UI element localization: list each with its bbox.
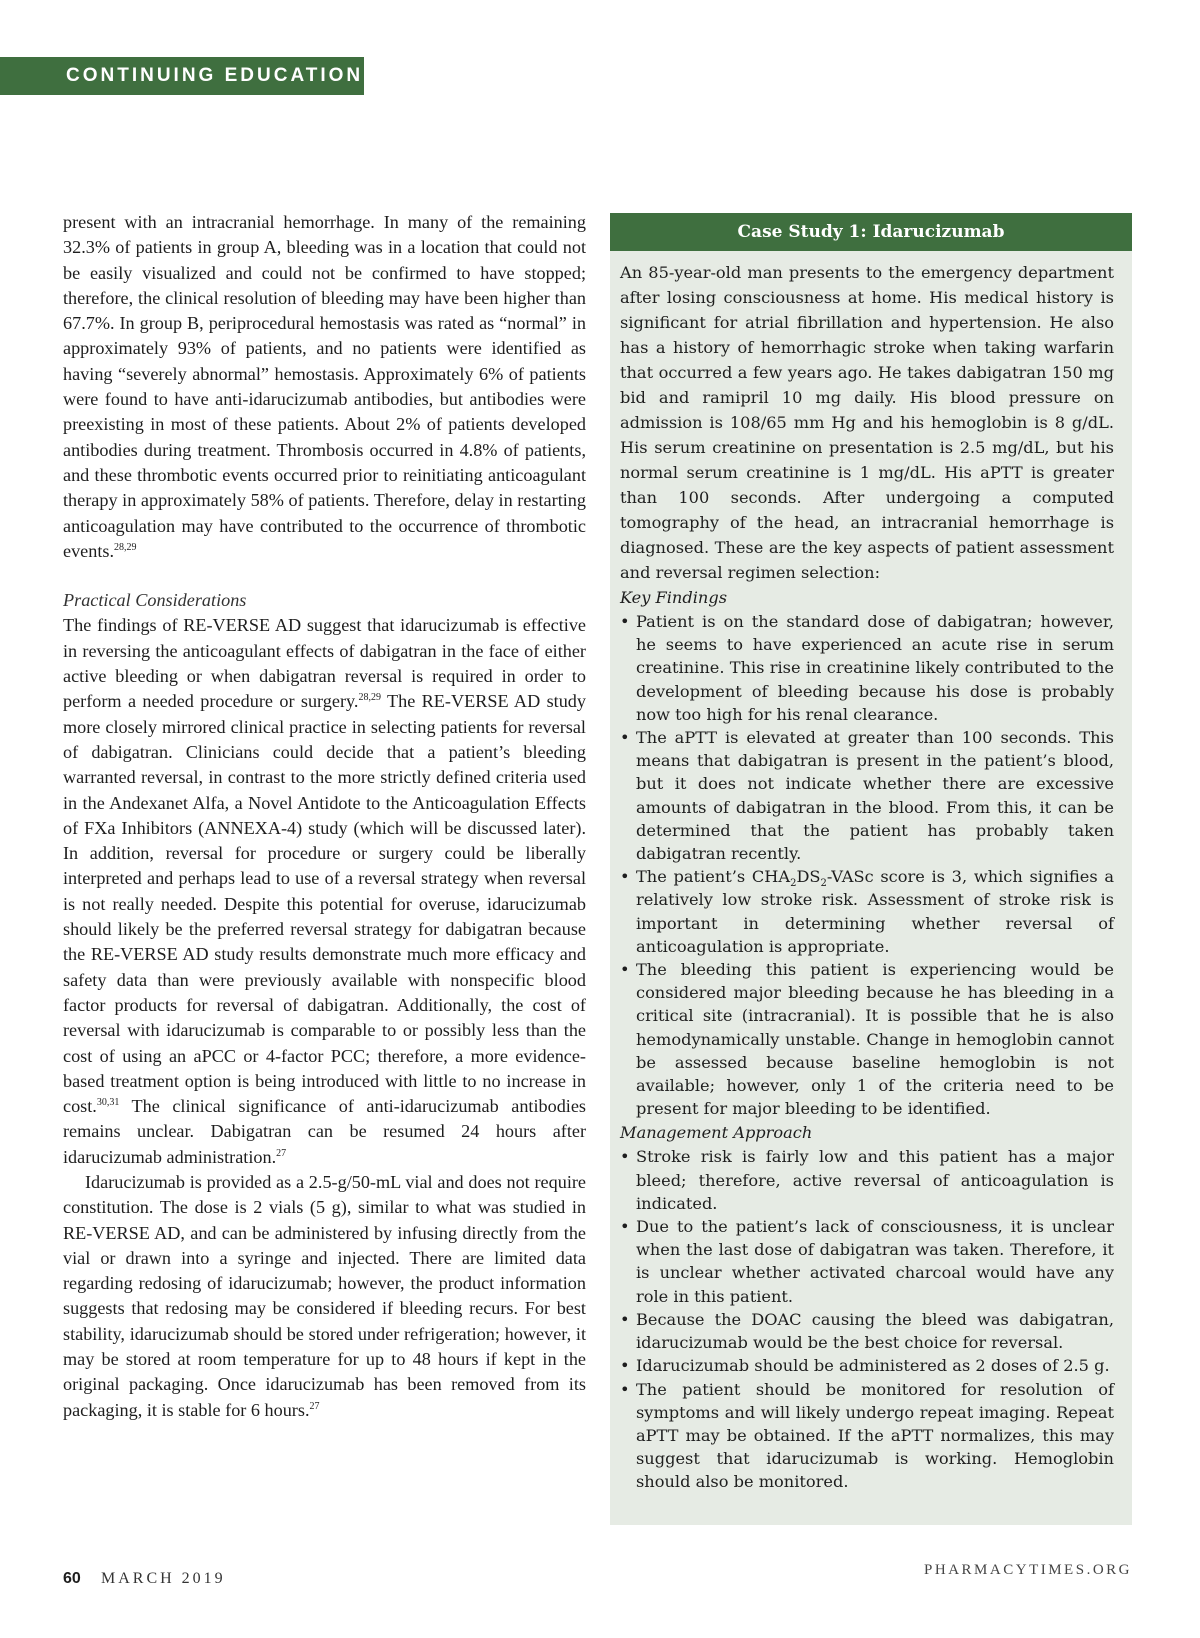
bullet-icon: •	[620, 1309, 630, 1329]
website-footer: PHARMACYTIMES.ORG	[924, 1562, 1132, 1578]
list-item	[620, 1354, 1114, 1377]
list-item	[620, 726, 1114, 865]
reference-superscript: 27	[276, 1147, 287, 1159]
section-subheading: Practical Considerations	[63, 590, 247, 611]
reference-superscript: 28,29	[114, 541, 137, 553]
bullet-icon: •	[620, 867, 630, 887]
case-study-box	[610, 213, 1132, 1525]
paragraph-text: Idarucizumab is provided as a 2.5-g/50-mL vial and does not require constitution. The dose is 2 vials (5 g), similar to what was studied in RE-VERSE AD, and can be administered by infusing directly from the vial or drawn into a syringe and injected. There are limited data regarding redosing of idarucizumab; however, the product information suggests that redosing may be considered if bleeding recurs. For best stability, idarucizumab should be stored under refrigeration; however, it may be stored at room temperature for up to 48 hours if kept in the original packaging. Once idarucizumab has been removed from its packaging, it is stable for 6 hours.	[63, 1171, 586, 1420]
bullet-icon: •	[620, 1356, 630, 1376]
list-item-text: Patient is on the standard dose of dabigatran; however, he seems to have experienced an acute rise in serum creatinine. This rise in creatinine likely contributed to the development of bleeding because his dose is probably now too high for his renal clearance.	[636, 612, 1114, 724]
case-study-body	[610, 251, 1132, 1494]
page-number: 60	[63, 1570, 81, 1587]
paragraph	[63, 1170, 586, 1423]
list-item-text: DS	[796, 867, 821, 887]
key-findings-list	[620, 610, 1114, 1120]
section-banner	[0, 57, 364, 95]
list-item	[620, 1215, 1114, 1308]
management-list	[620, 1145, 1114, 1493]
reference-superscript: 27	[309, 1400, 320, 1412]
bullet-icon: •	[620, 728, 630, 748]
list-item-text: Stroke risk is fairly low and this patient has a major bleed; therefore, active reversal of anticoagulation is indicated.	[636, 1147, 1114, 1213]
main-text-column	[63, 210, 586, 1423]
case-study-title: Case Study 1: Idarucizumab	[610, 213, 1132, 251]
reference-superscript: 28,29	[358, 692, 381, 704]
key-findings-heading: Key Findings	[620, 588, 727, 607]
subscript: 2	[820, 878, 827, 890]
list-item-text: Idarucizumab should be administered as 2 doses of 2.5 g.	[636, 1356, 1110, 1376]
paragraph-text: The findings of RE-VERSE AD suggest that idarucizumab is effective in reversing the anticoagulant effects of dabigatran in the face of either active bleeding or when dabigatran reversal is required in order to perform a needed procedure or surgery.	[63, 615, 586, 712]
list-item-text: The aPTT is elevated at greater than 100 seconds. This means that dabigatran is present in the patient’s blood, but it does not indicate whether there are excessive amounts of dabigatran in the blood. From this, it can be determined that the patient has probably taken dabigatran recently.	[636, 728, 1114, 864]
subscript: 2	[790, 878, 797, 890]
list-item-text: The patient’s CHA	[636, 867, 791, 887]
paragraph	[63, 210, 586, 564]
bullet-icon: •	[620, 1147, 630, 1167]
list-item	[620, 1308, 1114, 1354]
list-item	[620, 1145, 1114, 1215]
paragraph	[63, 613, 586, 1170]
bullet-icon: •	[620, 960, 630, 980]
list-item-text: Because the DOAC causing the bleed was dabigatran, idarucizumab would be the best choice for reversal.	[636, 1309, 1114, 1353]
paragraph-text: present with an intracranial hemorrhage. In many of the remaining 32.3% of patients in group A, bleeding was in a location that could not be easily visualized and could not be confirmed to have stopped; therefore, the clinical resolution of bleeding may have been higher than 67.7%. In group B, periprocedural hemostasis was rated as “normal” in approximately 93% of patients, and no patients were identified as having “severely abnormal” hemostasis. Approximately 6% of patients were found to have anti-idarucizumab antibodies, but antibodies were preexisting in most of these patients. About 2% of patients developed antibodies during treatment. Thrombosis occurred in 4.8% of patients, and these thrombotic events occurred prior to reinitiating anticoagulant therapy in approximately 58% of patients. Therefore, delay in restarting anticoagulation may have contributed to the occurrence of thrombotic events.	[63, 212, 586, 561]
reference-superscript: 30,31	[96, 1097, 120, 1109]
bullet-icon: •	[620, 1379, 630, 1399]
list-item	[620, 865, 1114, 958]
issue-date: MARCH 2019	[101, 1570, 226, 1587]
list-item	[620, 610, 1114, 726]
list-item-text: The bleeding this patient is experiencing would be considered major bleeding because he has bleeding in a critical site (intracranial). It is possible that he is also hemodynamically unstable. Change in hemoglobin cannot be assessed because baseline hemoglobin is not available; however, only 1 of the criteria need to be present for major bleeding to be identified.	[636, 960, 1114, 1119]
list-item-text: The patient should be monitored for resolution of symptoms and will likely undergo repeat imaging. Repeat aPTT may be obtained. If the aPTT normalizes, this may suggest that idarucizumab is working. Hemoglobin should also be monitored.	[636, 1379, 1114, 1492]
paragraph-text: The clinical significance of anti-idarucizumab antibodies remains unclear. Dabigatran can be resumed 24 hours after idarucizumab administration.	[63, 1096, 586, 1167]
section-label: CONTINUING EDUCATION	[66, 65, 364, 86]
list-item	[620, 958, 1114, 1120]
management-heading: Management Approach	[620, 1123, 813, 1143]
bullet-icon: •	[620, 1217, 630, 1237]
list-item-text: Due to the patient’s lack of consciousness, it is unclear when the last dose of dabigatran was taken. Therefore, it is unclear whether activated charcoal would have any role in this patient.	[636, 1217, 1114, 1306]
list-item-text: -VASc score is 3, which signifies a relatively low stroke risk. Assessment of stroke risk is important in determining whether reversal of anticoagulation is appropriate.	[636, 867, 1114, 956]
bullet-icon: •	[620, 612, 630, 631]
case-intro: An 85-year-old man presents to the emergency department after losing consciousness at home. His medical history is significant for atrial fibrillation and hypertension. He also has a history of hemorrhagic stroke when taking warfarin that occurred a few years ago. He takes dabigatran 150 mg bid and ramipril 10 mg daily. His blood pressure on admission is 108/65 mm Hg and his hemoglobin is 8 g/dL. His serum creatinine on presentation is 2.5 mg/dL, but his normal serum creatinine is 1 mg/dL. His aPTT is greater than 100 seconds. After undergoing a computed tomography of the head, an intracranial hemorrhage is diagnosed. These are the key aspects of patient assessment and reversal regimen selection:	[620, 263, 1114, 582]
paragraph-text: The RE-VERSE AD study more closely mirrored clinical practice in selecting patients for reversal of dabigatran. Clinicians could decide that a patient’s bleeding warranted reversal, in contrast to the more strictly defined criteria used in the Andexanet Alfa, a Novel Antidote to the Anticoagulation Effects of FXa Inhibitors (ANNEXA-4) study (which will be discussed later). In addition, reversal for procedure or surgery could be liberally interpreted and perhaps lead to use of a reversal strategy when reversal is not really needed. Despite this potential for overuse, idarucizumab should likely be the preferred reversal strategy for dabigatran because the RE-VERSE AD study results demonstrate much more efficacy and safety data than were previously available with nonspecific blood factor products for reversal of dabigatran. Additionally, the cost of reversal with idarucizumab is comparable to or possibly less than the cost of using an aPCC or 4-factor PCC; therefore, a more evidence-based treatment option is being introduced with little to no increase in cost.	[63, 691, 586, 1117]
list-item	[620, 1378, 1114, 1494]
